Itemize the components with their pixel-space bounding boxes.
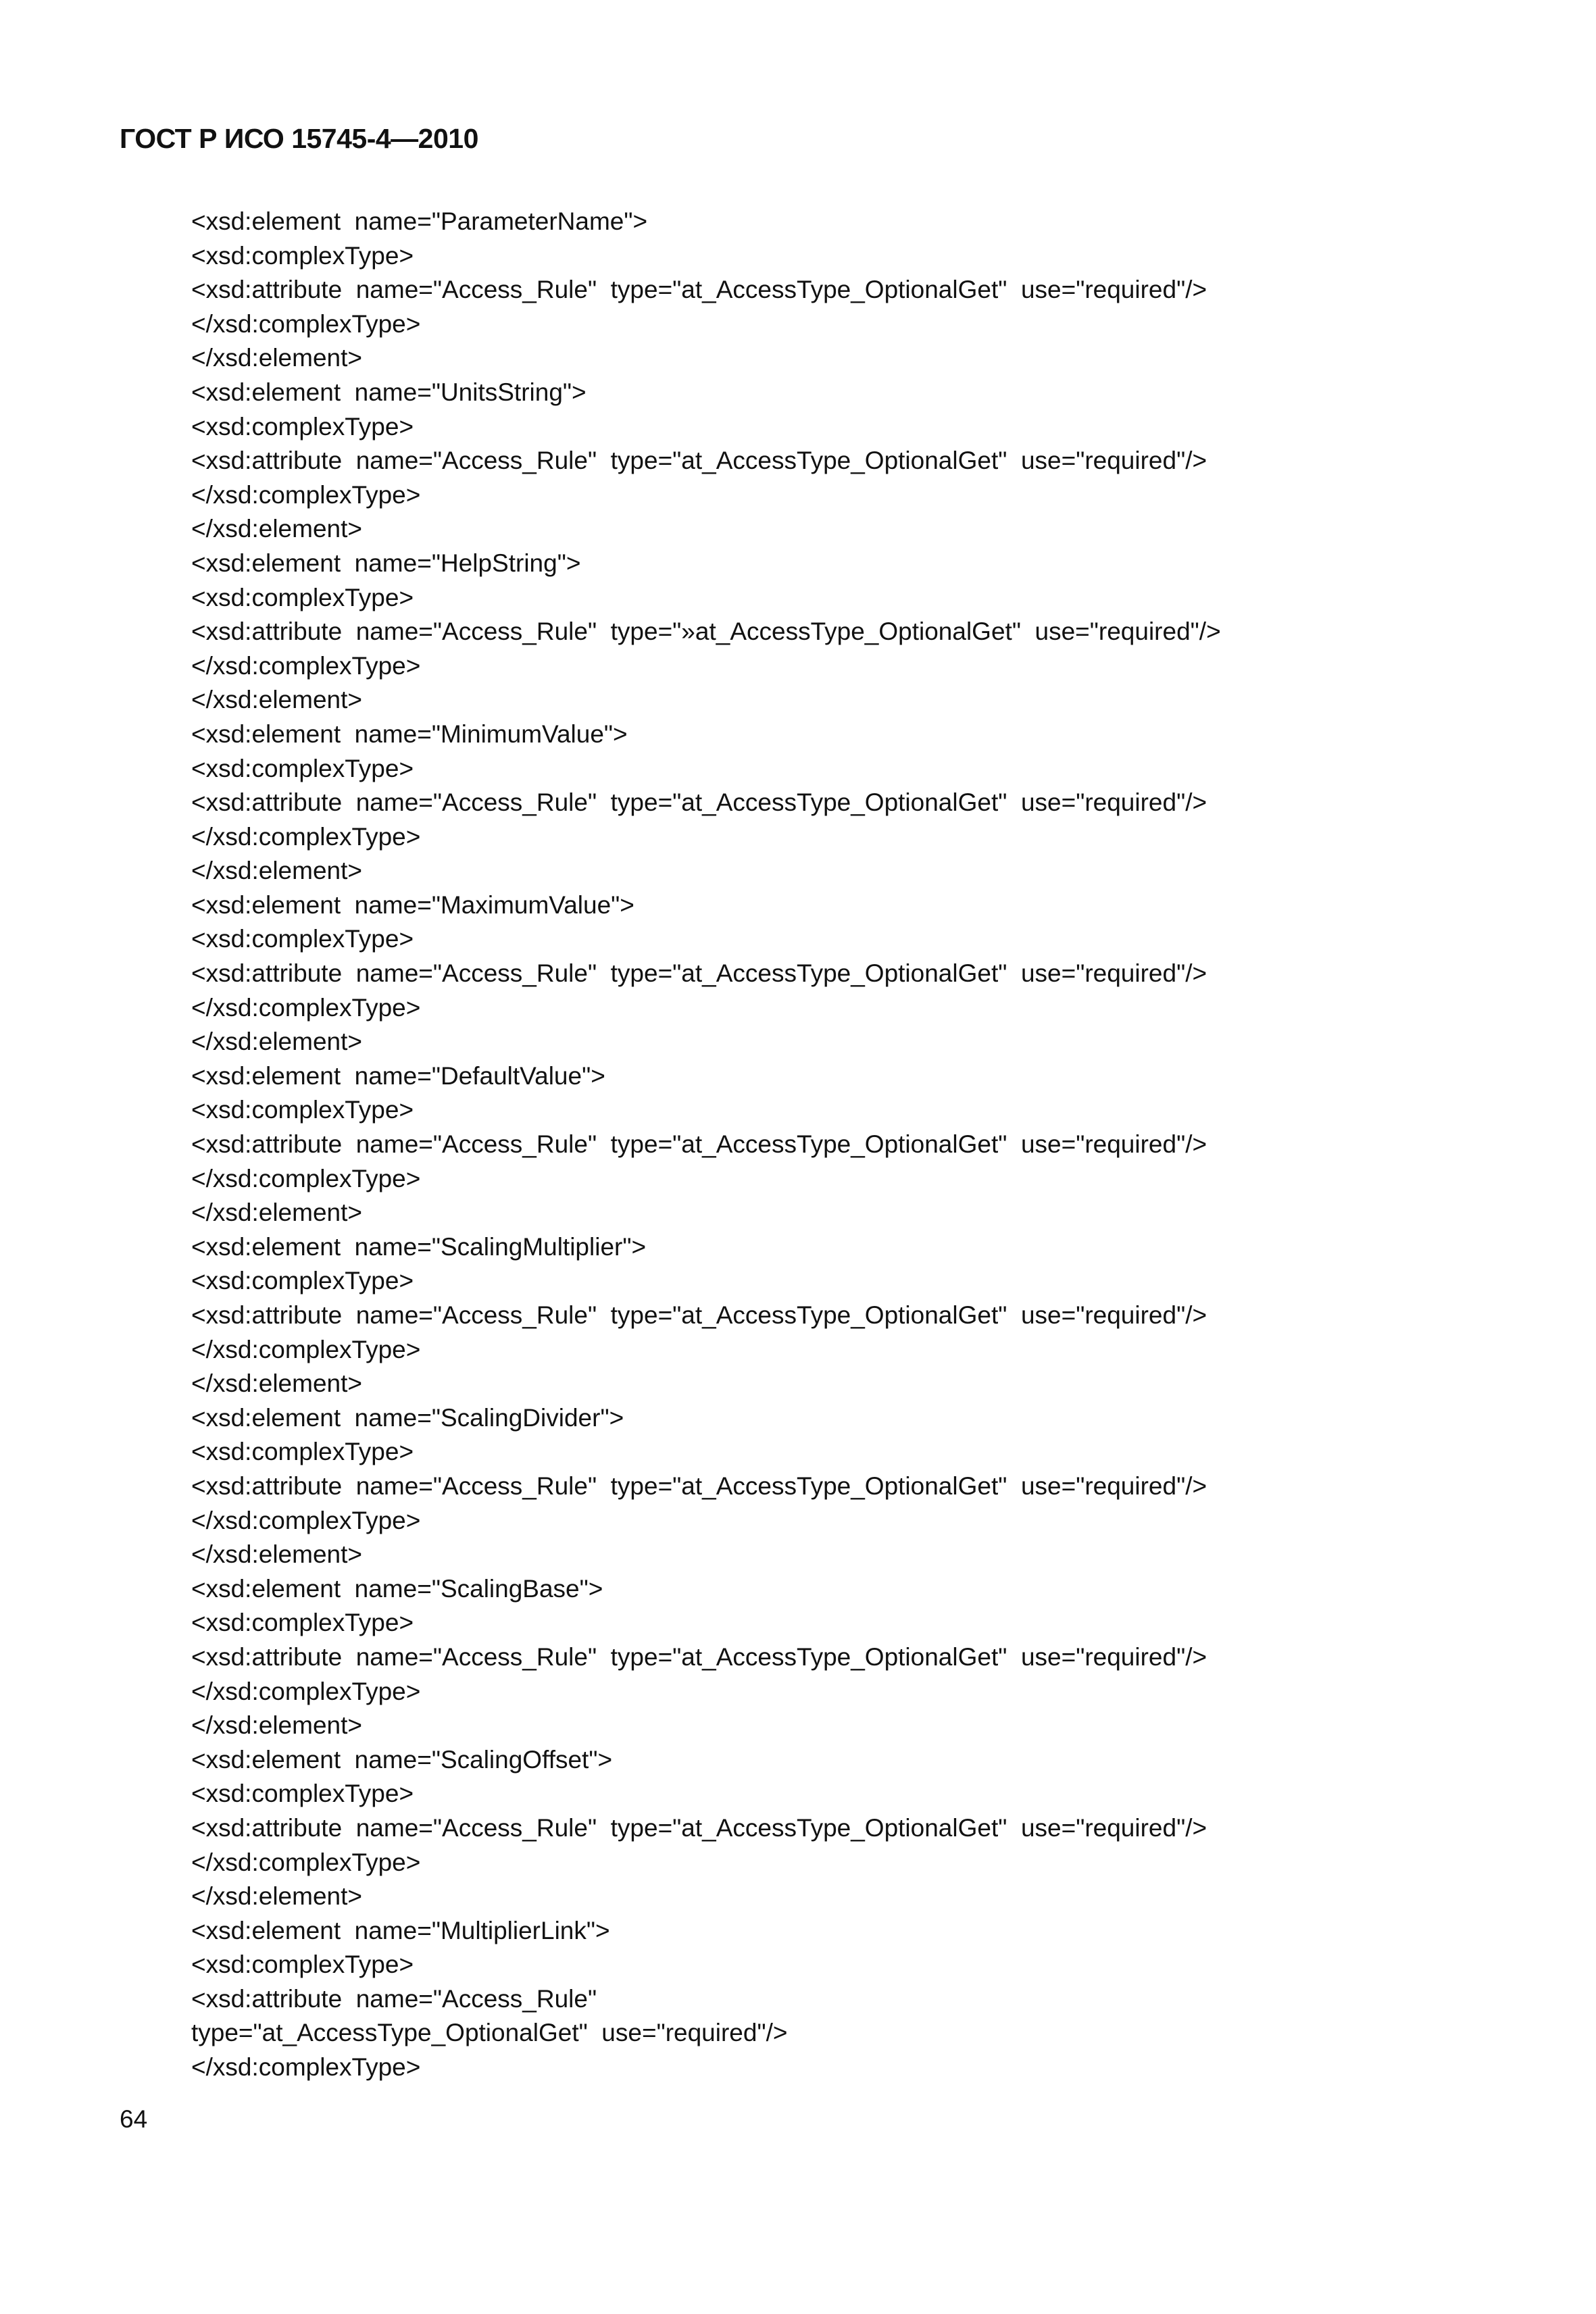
code-line: <xsd:complexType>	[191, 1609, 414, 1637]
code-line: </xsd:element>	[191, 1028, 362, 1056]
code-line: <xsd:attribute name="Access_Rule" type="at_AccessType_OptionalGet" use="required"/>	[191, 959, 1207, 988]
code-line: </xsd:complexType>	[191, 1335, 421, 1363]
code-line: <xsd:element name="MultiplierLink">	[191, 1916, 610, 1944]
code-line: <xsd:complexType>	[191, 241, 414, 270]
code-line: </xsd:complexType>	[191, 2053, 421, 2082]
code-line: <xsd:attribute name="Access_Rule" type="»at_AccessType_OptionalGet" use="required"/>	[191, 618, 1221, 646]
code-line: <xsd:element name="ParameterName">	[191, 207, 648, 235]
code-line: </xsd:complexType>	[191, 1164, 421, 1192]
code-line: <xsd:attribute name="Access_Rule"	[191, 1984, 597, 2013]
code-line: </xsd:element>	[191, 686, 362, 714]
code-line: </xsd:element>	[191, 1369, 362, 1398]
code-line: <xsd:attribute name="Access_Rule" type="at_AccessType_OptionalGet" use="required"/>	[191, 1472, 1207, 1500]
code-line: </xsd:element>	[191, 515, 362, 543]
code-line: </xsd:complexType>	[191, 309, 421, 338]
code-line: <xsd:attribute name="Access_Rule" type="at_AccessType_OptionalGet" use="required"/>	[191, 1813, 1207, 1842]
code-line: <xsd:element name="ScalingDivider">	[191, 1403, 624, 1432]
code-line: type="at_AccessType_OptionalGet" use="required"/>	[191, 2019, 788, 2047]
code-line: <xsd:attribute name="Access_Rule" type="at_AccessType_OptionalGet" use="required"/>	[191, 447, 1207, 475]
code-line: <xsd:complexType>	[191, 1096, 414, 1124]
code-line: </xsd:complexType>	[191, 1506, 421, 1534]
code-line: <xsd:element name="ScalingMultiplier">	[191, 1232, 647, 1261]
code-line: <xsd:complexType>	[191, 754, 414, 782]
code-line: </xsd:complexType>	[191, 1848, 421, 1876]
document-header: ГОСТ Р ИСО 15745-4—2010	[120, 123, 478, 154]
code-line: <xsd:element name="ScalingOffset">	[191, 1745, 613, 1774]
code-line: <xsd:element name="MinimumValue">	[191, 720, 628, 748]
code-line: <xsd:complexType>	[191, 583, 414, 611]
code-line: </xsd:element>	[191, 1711, 362, 1740]
code-line: </xsd:complexType>	[191, 651, 421, 680]
code-line: </xsd:complexType>	[191, 822, 421, 851]
code-line: </xsd:element>	[191, 1199, 362, 1227]
code-line: </xsd:element>	[191, 1882, 362, 1911]
code-line: <xsd:complexType>	[191, 412, 414, 441]
code-line: <xsd:element name="MaximumValue">	[191, 890, 634, 919]
code-line: <xsd:complexType>	[191, 1267, 414, 1295]
code-line: <xsd:element name="DefaultValue">	[191, 1061, 605, 1090]
code-line: <xsd:complexType>	[191, 925, 414, 953]
code-line: <xsd:element name="ScalingBase">	[191, 1574, 603, 1603]
code-line: <xsd:complexType>	[191, 1780, 414, 1808]
code-line: </xsd:complexType>	[191, 1677, 421, 1705]
code-line: </xsd:element>	[191, 1540, 362, 1569]
code-line: <xsd:attribute name="Access_Rule" type="at_AccessType_OptionalGet" use="required"/>	[191, 1301, 1207, 1329]
code-line: <xsd:complexType>	[191, 1438, 414, 1466]
code-line: </xsd:element>	[191, 857, 362, 885]
xsd-code-listing	[191, 205, 1221, 2085]
code-line: <xsd:attribute name="Access_Rule" type="at_AccessType_OptionalGet" use="required"/>	[191, 276, 1207, 304]
code-line: <xsd:complexType>	[191, 1951, 414, 1979]
code-line: </xsd:complexType>	[191, 993, 421, 1022]
code-line: <xsd:element name="UnitsString">	[191, 378, 587, 406]
code-line: <xsd:element name="HelpString">	[191, 549, 581, 577]
code-line: <xsd:attribute name="Access_Rule" type="at_AccessType_OptionalGet" use="required"/>	[191, 1642, 1207, 1671]
page-number: 64	[120, 2105, 148, 2133]
code-line: <xsd:attribute name="Access_Rule" type="at_AccessType_OptionalGet" use="required"/>	[191, 788, 1207, 817]
code-line: <xsd:attribute name="Access_Rule" type="at_AccessType_OptionalGet" use="required"/>	[191, 1130, 1207, 1159]
code-line: </xsd:element>	[191, 344, 362, 372]
code-line: </xsd:complexType>	[191, 480, 421, 509]
